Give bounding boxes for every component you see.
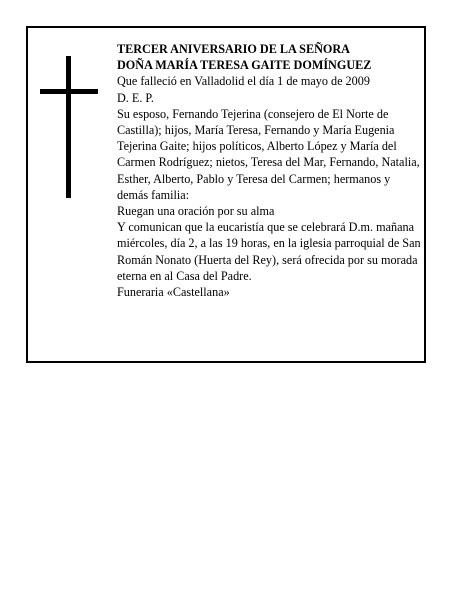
notice-text	[117, 41, 423, 300]
obituary-notice	[26, 26, 426, 363]
cross-icon	[40, 56, 98, 198]
heading-name: DOÑA MARÍA TERESA GAITE DOMÍNGUEZ	[117, 58, 372, 73]
family-paragraph: Su esposo, Fernando Tejerina (consejero de El Norte de Castilla); hijos, María Teresa, Fernando y María Eugenia Tejerina Gaite; hijos políticos, Alberto López y María del Carmen Rodríguez; nietos, Teresa del Mar, Fernando, Natalia, Esther, Alberto, Pablo y Teresa del Carmen; hermanos y demás familia:	[117, 106, 420, 202]
cross-vertical-bar	[66, 56, 71, 198]
rip-line: D. E. P.	[117, 90, 154, 105]
prayer-line: Ruegan una oración por su alma	[117, 204, 275, 219]
cross-horizontal-bar	[40, 89, 98, 94]
heading-anniversary: TERCER ANIVERSARIO DE LA SEÑORA	[117, 42, 350, 56]
funeral-home: Funeraria «Castellana»	[117, 285, 230, 300]
death-line: Que falleció en Valladolid el día 1 de mayo de 2009	[117, 74, 370, 89]
mass-paragraph: Y comunican que la eucaristía que se celebrará D.m. mañana miércoles, día 2, a las 19 horas, en la iglesia parroquial de San Román Nonato (Huerta del Rey), será ofrecida por su morada eterna en al Casa del Padre.	[117, 220, 421, 283]
